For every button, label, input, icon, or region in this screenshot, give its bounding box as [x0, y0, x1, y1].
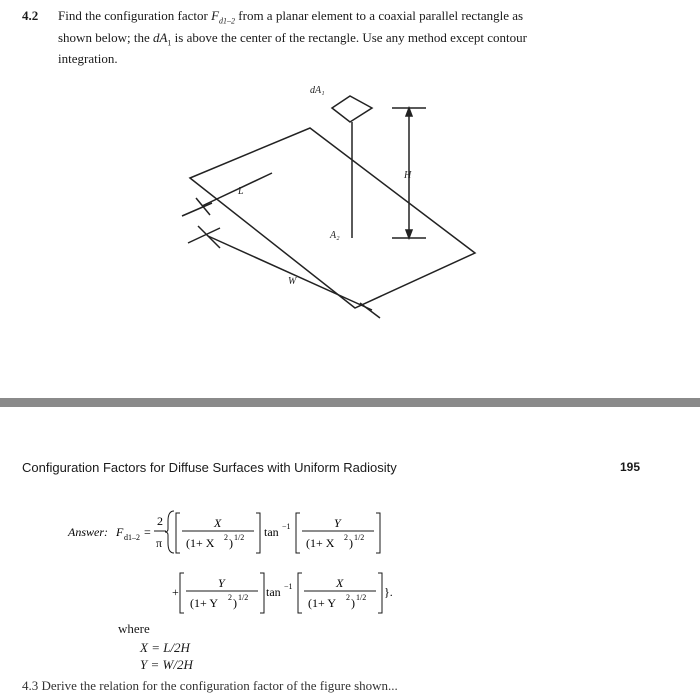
problem-number: 4.2 [22, 8, 39, 23]
coef-num: 2 [157, 514, 163, 528]
term4-num: X [336, 576, 344, 590]
term2-sq: 2 [344, 533, 348, 542]
factor-subscript: d1–2 [219, 16, 236, 26]
inv-2: −1 [284, 582, 293, 591]
label-L: L [238, 186, 244, 197]
W-dimension-line [208, 236, 372, 310]
term1-den: (1+ X [186, 536, 215, 550]
problem-text-2b: is above the center of the rectangle. Use any method except contour [171, 29, 527, 45]
label-W: W [288, 276, 297, 287]
factor-symbol: F [211, 8, 220, 23]
geometry-figure [180, 78, 480, 318]
next-problem-cutoff: 4.3 Derive the relation for the configuration factor of the figure shown... [22, 678, 398, 693]
term1-sq: 2 [224, 533, 228, 542]
term2-close: ) [349, 536, 353, 550]
problem-statement [22, 8, 662, 67]
term1-num: X [214, 516, 222, 530]
answer-label: Answer: [68, 525, 108, 539]
page-divider [0, 398, 700, 407]
def-X: X = L/2H [140, 640, 190, 655]
term3-close: ) [233, 596, 237, 610]
answer-lhs-sub: d1–2 [124, 533, 140, 542]
def-Y: Y = W/2H [140, 657, 193, 672]
label-H: H [404, 170, 412, 181]
L-dimension-line [202, 173, 272, 206]
term4-den: (1+ Y [308, 596, 336, 610]
dA1-element [332, 96, 372, 122]
term3-half: 1/2 [238, 593, 249, 602]
variable-definitions [140, 639, 193, 673]
answer-equation [68, 505, 428, 620]
answer-lhs: F [116, 525, 124, 539]
dA-subscript: 1 [167, 38, 172, 48]
term3-sq: 2 [228, 593, 232, 602]
plus-sign: + [172, 585, 179, 599]
term3-num: Y [218, 576, 225, 590]
term2-den: (1+ X [306, 536, 335, 550]
inv-1: −1 [282, 522, 291, 531]
label-A2: A₂ [330, 230, 340, 241]
page-number: 195 [620, 460, 641, 474]
where-label: where [118, 621, 150, 636]
term3-den: (1+ Y [190, 596, 218, 610]
running-head: Configuration Factors for Diffuse Surfaces with Uniform Radiosity [22, 460, 397, 475]
problem-text-3: integration. [58, 51, 118, 67]
term2-half: 1/2 [354, 533, 365, 542]
problem-text-1b: from a planar element to a coaxial parallel rectangle as [235, 8, 524, 23]
term1-half: 1/2 [234, 533, 245, 542]
tan-1: tan [264, 525, 279, 539]
tan-2: tan [266, 585, 281, 599]
dA-symbol: dA [152, 29, 168, 45]
problem-text-2a: shown below; the [58, 29, 153, 45]
label-dA1: dA₁ [310, 85, 325, 96]
end-mark: }. [384, 585, 393, 599]
rectangle-A2 [190, 128, 475, 308]
problem-text-1a: Find the configuration factor [58, 8, 212, 23]
term4-sq: 2 [346, 593, 350, 602]
coef-den: π [156, 536, 163, 550]
term4-half: 1/2 [356, 593, 367, 602]
term1-close: ) [229, 536, 233, 550]
answer-equals: = [144, 525, 151, 539]
term4-close: ) [351, 596, 355, 610]
term2-num: Y [334, 516, 341, 530]
